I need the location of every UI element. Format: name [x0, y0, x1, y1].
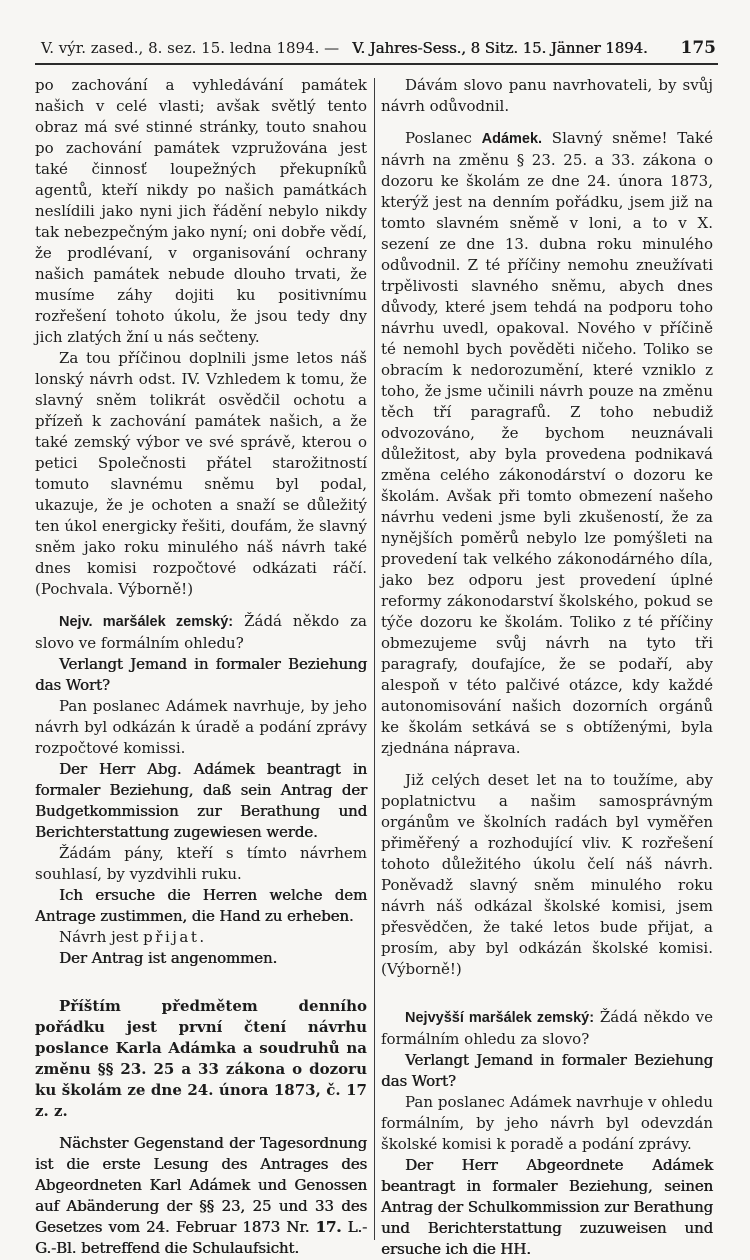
paragraph — [35, 611, 367, 654]
text-run: Za tou příčinou doplnili jsme letos náš lonský návrh odst. IV. Vzhledem k tomu, že slavný sněm tolikrát osvědčil ochotu a přízeň k zachování památek našich, a že také zemský výbor ve své správě, kterou o petici Společnosti přátel starožitností tomuto slavnému sněmu byl podal, ukazuje, že je ochoten a snaží se důležitý ten úkol energicky řešiti, doufám, že slavný sněm jako roku minulého náš návrh také dnes komisi rozpočtové odkázati ráčí. (Pochvala. Výborně!) — [35, 349, 367, 598]
text-run: Příštím předmětem denního pořádku jest první čtení návrhu poslance Karla Adámka a soudruhů na změnu §§ 23. 25 a 33 zákona o dozoru ku školám ze dne 24. února 1873, č. 17 z. z. — [35, 997, 367, 1120]
text-run: Žádá někdo ve formálním ohledu za slovo? — [381, 1008, 713, 1048]
text-run: Pan poslanec Adámek navrhuje, by jeho návrh byl odkázán k úradě a podání zprávy rozpočtové komissi. — [35, 697, 367, 757]
text-run: Verlangt Jemand in formaler Beziehung das Wort? — [35, 655, 367, 694]
paragraph — [381, 770, 713, 980]
text-run: Der Herr Abgeordnete Adámek beantragt in formaler Beziehung, seinen Antrag der Schulkommission zur Berathung und Berichterstattung zuzuweisen und ersuche ich die HH. — [381, 1156, 713, 1258]
header-rule — [35, 63, 718, 65]
speaker-name: Adámek. — [481, 131, 543, 147]
text-run: po zachování a vyhledávání památek našich v celé vlasti; avšak světlý tento obraz má své stinné stránky, touto snahou po zachování památek vzpružována jest také činnosť loupežných překupníků agentů, kteří nikdy po našich památkách neslídili jako nyni jich řádění nebylo nikdy tak nebezpečným jako nyní; oni dobře vědí, že prodlévaní, v organisování ochrany našich památek nebude dlouho trvati, že musíme záhy dojiti ku positivnímu rozřešení tohoto úkolu, že jsou tedy dny jich zlatých žní u nás sečteny. — [35, 76, 367, 346]
text-run: Slavný sněme! Také návrh na změnu § 23. 25. a 33. zákona o dozoru ke školám ze dne 24. února 1873, kterýž jest na denním pořádku, jsem již na tomto slavném sněmě v loni, a to v X. sezení ze dne 13. dubna roku minulého odůvodnil. Z té příčiny nemohu zneužívati trpělivosti slavného sněmu, abych dnes důvody, které jsem tehdá na podporu toho návrhu uvedl, opakoval. Nového v příčině té nemohl bych pověděti ničeho. Toliko se obracím k nedorozumění, které vzniklo z toho, že jsme učinili návrh pouze na změnu těch tří paragrafů. Z toho nebudiž odvozováno, že bychom neuznávali důležitost, aby byla provedena podnikavá změna celého zákonodárství o dozoru ke školám. Avšak při tomto obmezení našeho návrhu vedeni jsme byli zkušeností, že za nynějších poměrů nebylo lze pomýšleti na provedení tak velkého zákonodárného díla, jako bez odporu jest provedení úplné reformy zákonodarství školského, pokud se týče dozoru ke školám. Toliko z té příčiny obmezujeme svůj návrh na tyto tři paragrafy, doufajíce, že se podaří, aby alespoň v této palčivé otázce, kdy každé autonomisování našich dozorních orgánů ke školám setkává se s obtíženými, byla zjednána náprava. — [381, 129, 713, 757]
right-column — [381, 75, 713, 1260]
paragraph — [381, 1092, 713, 1155]
paragraph — [35, 885, 367, 927]
text-run: Verlangt Jemand in formaler Beziehung das Wort? — [381, 1051, 713, 1090]
page-header — [35, 38, 718, 63]
two-column-body — [35, 75, 718, 1260]
paragraph — [35, 927, 367, 948]
paragraph — [381, 1007, 713, 1050]
paragraph — [35, 948, 367, 969]
text-run: Poslanec — [405, 129, 482, 147]
text-run: Dávám slovo panu navrhovateli, by svůj návrh odůvodnil. — [381, 76, 713, 115]
text-run: Ich ersuche die Herren welche dem Antrage zustimmen, die Hand zu erheben. — [35, 886, 367, 925]
paragraph — [35, 759, 367, 843]
paragraph — [35, 654, 367, 696]
paragraph — [381, 128, 713, 759]
paragraph — [381, 1155, 713, 1260]
text-run: přijat. — [143, 928, 207, 946]
text-run: Žádám pány, kteří s tímto návrhem souhlasí, by vyzdvihli ruku. — [35, 844, 367, 883]
text-run: Již celých deset let na to toužíme, aby poplatnictvu a našim samosprávným orgánům ve školních radách byl vyměřen přiměřený a rozhodující vliv. K rozřešení tohoto důležitého úkolu čelí náš návrh. Poněvadž slavný sněm minulého roku návrh náš odkázal školské komisi, jsem přesvědčen, že také letos bude přijat, a prosím, aby byl odkázán školské komisi. (Výborně!) — [381, 771, 713, 978]
paragraph — [35, 843, 367, 885]
column-divider — [374, 78, 375, 1240]
text-run: 17. — [315, 1218, 342, 1236]
header-date-czech: V. výr. zased., 8. sez. 15. ledna 1894. — — [41, 39, 340, 57]
paragraph — [35, 996, 367, 1122]
text-run: Der Antrag ist angenommen. — [59, 949, 278, 967]
text-run: Návrh jest — [59, 928, 144, 946]
text-run: Pan poslanec Adámek navrhuje v ohledu formálním, by jeho návrh byl odevzdán školské komisi k poradě a podání zprávy. — [381, 1093, 713, 1153]
text-run: L.-G.-Bl. betreffend die Schulaufsicht. — [35, 1218, 367, 1257]
text-run: Nächster Gegenstand der Tagesordnung ist die erste Lesung des Antrages des Abgeordneten Karl Adámek und Genossen auf Abänderung der §§ 23, 25 und 33 des Gesetzes vom 24. Februar 1873 Nr. — [35, 1134, 367, 1236]
text-run: Der Herr Abg. Adámek beantragt in formaler Beziehung, daß sein Antrag der Budgetkommission zur Berathung und Berichterstattung zugewiesen werde. — [35, 760, 367, 841]
left-column — [35, 75, 367, 1260]
paragraph — [35, 348, 367, 600]
paragraph — [35, 75, 367, 348]
text-run: Žádá někdo za slovo ve formálním ohledu? — [35, 612, 367, 652]
paragraph — [35, 1133, 367, 1259]
page-number: 175 — [680, 38, 716, 58]
paragraph — [35, 696, 367, 759]
paragraph — [381, 1050, 713, 1092]
paragraph — [381, 75, 713, 117]
speaker-name: Nejv. maršálek zemský: — [59, 614, 234, 630]
speaker-name: Nejvyšší maršálek zemský: — [405, 1010, 595, 1026]
header-date-german: V. Jahres-Sess., 8 Sitz. 15. Jänner 1894. — [352, 39, 648, 57]
